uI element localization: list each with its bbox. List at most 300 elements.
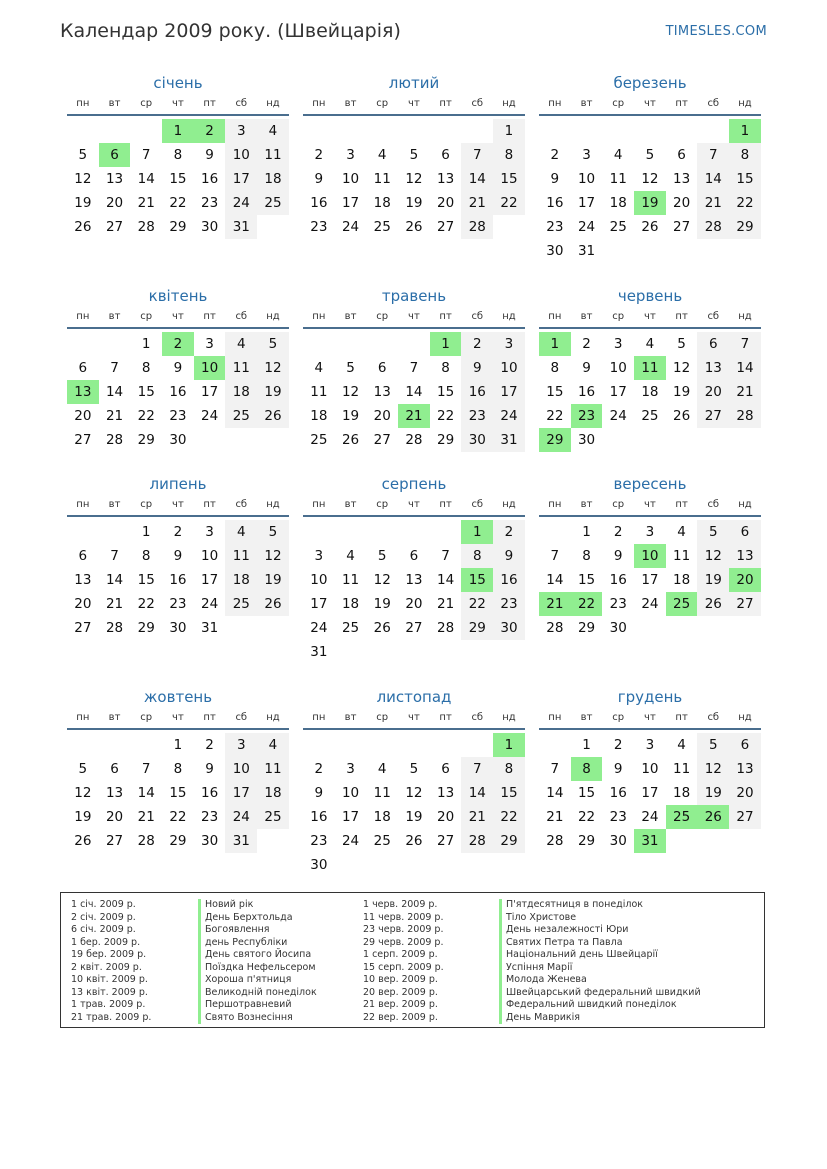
day-cell: 26	[373, 620, 391, 636]
day-cell: 19	[405, 195, 423, 211]
day-cell: 24	[341, 833, 360, 849]
day-cell: 20	[74, 408, 92, 424]
empty-cell	[634, 119, 666, 143]
day-cell: 10	[341, 785, 360, 801]
legend-date: 1 черв. 2009 р.	[363, 899, 438, 910]
month-name: січень	[153, 74, 203, 92]
weekday-label: нд	[738, 712, 752, 723]
weekday-label: пт	[203, 712, 216, 723]
day-cell: 30	[169, 432, 187, 448]
day-cell: 26	[405, 833, 423, 849]
day-cell: 29	[169, 833, 187, 849]
day-cell: 20	[673, 195, 691, 211]
day-cell: 2	[173, 524, 183, 540]
day-cell: 13	[673, 171, 691, 187]
day-cell: 13	[697, 356, 729, 380]
day-cell: 12	[74, 785, 92, 801]
weekday-label: пт	[439, 98, 452, 109]
weekday-label: чт	[408, 712, 420, 723]
day-cell: 5	[78, 761, 88, 777]
site-logo[interactable]: TIMESLES.COM	[665, 24, 767, 39]
day-cell: 26	[257, 592, 289, 616]
day-grid	[539, 119, 761, 263]
day-cell: 22	[729, 191, 761, 215]
month-name: серпень	[381, 475, 447, 493]
empty-cell	[99, 733, 131, 757]
month-1	[67, 72, 289, 239]
holiday-cell: 1	[430, 332, 462, 356]
day-grid	[539, 332, 761, 452]
weekday-label: пн	[76, 712, 90, 723]
day-cell: 19	[697, 781, 729, 805]
legend-date: 21 вер. 2009 р.	[363, 999, 438, 1010]
day-cell: 29	[137, 432, 155, 448]
weekday-header	[303, 708, 525, 730]
day-cell: 17	[609, 384, 627, 400]
legend-date: 15 серп. 2009 р.	[363, 961, 444, 973]
weekday-label: ср	[140, 499, 153, 510]
day-cell: 28	[105, 432, 124, 448]
day-cell: 2	[314, 761, 324, 777]
day-cell: 14	[137, 785, 155, 801]
empty-cell	[398, 520, 430, 544]
weekday-label: сб	[235, 499, 248, 510]
legend-dates-col2	[363, 899, 444, 1024]
day-cell: 9	[173, 360, 183, 376]
day-cell: 26	[341, 432, 360, 448]
day-cell: 23	[609, 809, 627, 825]
day-cell: 20	[405, 596, 423, 612]
day-cell: 25	[609, 219, 627, 235]
day-cell: 18	[373, 195, 391, 211]
day-cell: 23	[201, 809, 219, 825]
day-cell: 24	[201, 596, 219, 612]
day-cell: 12	[373, 572, 391, 588]
day-cell: 28	[697, 215, 729, 239]
day-cell: 15	[546, 384, 564, 400]
day-cell: 6	[409, 548, 419, 564]
day-cell: 16	[310, 809, 328, 825]
legend-holiday-name: День Берхтольда	[198, 912, 317, 925]
day-cell: 24	[225, 191, 257, 215]
day-cell: 22	[169, 809, 187, 825]
day-cell: 4	[377, 147, 387, 163]
weekday-label: ср	[140, 98, 153, 109]
empty-cell	[303, 520, 335, 544]
empty-cell	[303, 733, 335, 757]
day-cell: 24	[641, 596, 659, 612]
weekday-label: чт	[408, 311, 420, 322]
month-10	[67, 686, 289, 853]
legend-holiday-name: Тіло Христове	[499, 912, 701, 925]
day-cell: 6	[677, 147, 686, 163]
weekday-header	[67, 307, 289, 329]
holiday-cell: 20	[729, 568, 761, 592]
day-cell: 29	[169, 219, 187, 235]
weekday-label: нд	[266, 712, 280, 723]
weekday-label: пн	[76, 98, 90, 109]
weekday-header	[539, 94, 761, 116]
day-cell: 9	[205, 147, 214, 163]
day-cell: 11	[341, 572, 360, 588]
day-cell: 3	[645, 524, 655, 540]
day-cell: 13	[729, 757, 761, 781]
holiday-cell: 25	[666, 592, 698, 616]
holiday-cell: 15	[461, 568, 493, 592]
weekday-header	[539, 307, 761, 329]
weekday-label: ср	[140, 311, 153, 322]
holiday-cell: 31	[634, 829, 666, 853]
month-name: листопад	[376, 688, 452, 706]
day-cell: 17	[341, 809, 360, 825]
day-cell: 27	[373, 432, 391, 448]
day-cell: 1	[141, 336, 151, 352]
empty-cell	[99, 332, 131, 356]
weekday-label: пн	[548, 499, 562, 510]
legend-date: 20 вер. 2009 р.	[363, 986, 438, 998]
day-cell: 8	[582, 548, 591, 564]
day-cell: 10	[641, 761, 659, 777]
holiday-cell: 1	[729, 119, 761, 143]
weekday-label: пн	[548, 98, 562, 109]
day-cell: 27	[437, 833, 455, 849]
day-cell: 27	[437, 219, 455, 235]
day-cell: 3	[205, 524, 214, 540]
day-cell: 25	[341, 620, 360, 636]
holiday-cell: 25	[666, 805, 698, 829]
day-cell: 3	[645, 737, 655, 753]
weekday-label: сб	[707, 98, 720, 109]
day-cell: 3	[314, 548, 324, 564]
day-cell: 2	[550, 147, 560, 163]
legend-date: 11 черв. 2009 р.	[363, 911, 444, 923]
day-cell: 18	[225, 568, 257, 592]
day-cell: 27	[405, 620, 423, 636]
legend-date: 1 серп. 2009 р.	[363, 949, 438, 960]
day-cell: 28	[461, 829, 493, 853]
month-name: березень	[613, 74, 687, 92]
empty-cell	[666, 119, 698, 143]
empty-cell	[67, 332, 99, 356]
day-cell: 30	[493, 616, 525, 640]
day-cell: 7	[697, 143, 729, 167]
day-cell: 30	[310, 857, 328, 873]
day-cell: 14	[137, 171, 155, 187]
empty-cell	[303, 332, 335, 356]
day-cell: 14	[546, 785, 564, 801]
month-name: жовтень	[143, 688, 213, 706]
day-cell: 31	[310, 644, 328, 660]
day-cell: 17	[577, 195, 596, 211]
holiday-cell: 8	[571, 757, 603, 781]
weekday-label: пт	[675, 311, 688, 322]
legend-holiday-name: День святого Йосипа	[198, 949, 317, 962]
weekday-label: пт	[675, 712, 688, 723]
month-name: липень	[149, 475, 207, 493]
day-cell: 14	[461, 167, 493, 191]
day-cell: 26	[697, 592, 729, 616]
day-cell: 12	[641, 171, 659, 187]
weekday-label: пт	[203, 499, 216, 510]
legend-date: 2 квіт. 2009 р.	[71, 961, 142, 973]
day-cell: 22	[493, 805, 525, 829]
day-cell: 10	[609, 360, 627, 376]
day-cell: 8	[141, 548, 151, 564]
day-cell: 5	[409, 147, 419, 163]
weekday-label: ср	[376, 499, 389, 510]
day-cell: 5	[257, 520, 289, 544]
weekday-label: нд	[502, 499, 516, 510]
day-cell: 4	[377, 761, 387, 777]
legend-holiday-name: День Маврикія	[499, 1012, 701, 1025]
day-grid	[67, 520, 289, 640]
day-cell: 22	[493, 191, 525, 215]
day-cell: 22	[137, 596, 155, 612]
day-cell: 7	[550, 548, 560, 564]
holiday-cell: 10	[194, 356, 226, 380]
weekday-label: ср	[612, 98, 625, 109]
empty-cell	[398, 332, 430, 356]
day-cell: 26	[641, 219, 659, 235]
day-cell: 7	[550, 761, 560, 777]
legend-holiday-name: Національний день Швейцарії	[499, 949, 701, 962]
day-cell: 15	[577, 572, 596, 588]
weekday-label: вт	[580, 98, 593, 109]
weekday-label: вт	[344, 499, 357, 510]
month-12	[539, 686, 761, 853]
weekday-label: вт	[108, 98, 121, 109]
day-grid	[303, 119, 525, 239]
day-cell: 12	[74, 171, 92, 187]
day-cell: 25	[225, 592, 257, 616]
weekday-label: сб	[471, 499, 484, 510]
day-cell: 7	[141, 761, 151, 777]
day-cell: 11	[673, 761, 691, 777]
day-cell: 4	[645, 336, 655, 352]
day-cell: 22	[546, 408, 564, 424]
day-cell: 28	[546, 620, 564, 636]
day-cell: 24	[201, 408, 219, 424]
weekday-label: вт	[108, 499, 121, 510]
day-cell: 6	[78, 548, 88, 564]
legend-holiday-name: Молода Женева	[499, 974, 701, 987]
legend-holiday-name: Великодній понеділок	[198, 987, 317, 1000]
day-cell: 21	[461, 191, 493, 215]
weekday-label: пт	[439, 712, 452, 723]
weekday-label: чт	[644, 311, 656, 322]
legend-date: 1 трав. 2009 р.	[71, 999, 146, 1010]
day-cell: 31	[225, 215, 257, 239]
weekday-label: сб	[471, 98, 484, 109]
day-cell: 29	[461, 616, 493, 640]
day-cell: 30	[577, 432, 596, 448]
day-cell: 9	[582, 360, 591, 376]
day-cell: 27	[105, 833, 124, 849]
day-cell: 27	[74, 620, 92, 636]
empty-cell	[539, 520, 571, 544]
day-cell: 12	[673, 360, 691, 376]
day-cell: 18	[257, 167, 289, 191]
day-cell: 15	[169, 171, 187, 187]
day-cell: 11	[257, 757, 289, 781]
day-cell: 8	[461, 544, 493, 568]
day-cell: 28	[729, 404, 761, 428]
day-cell: 15	[493, 167, 525, 191]
day-cell: 14	[729, 356, 761, 380]
day-cell: 17	[225, 167, 257, 191]
day-cell: 1	[493, 119, 525, 143]
legend-date: 10 квіт. 2009 р.	[71, 974, 148, 985]
month-name: травень	[381, 287, 447, 305]
day-cell: 13	[405, 572, 423, 588]
day-cell: 5	[257, 332, 289, 356]
day-cell: 6	[441, 147, 450, 163]
day-cell: 2	[314, 147, 324, 163]
month-5	[303, 285, 525, 452]
legend-holiday-name: Хороша п'ятниця	[198, 974, 317, 987]
day-cell: 19	[74, 195, 92, 211]
day-cell: 15	[493, 781, 525, 805]
day-cell: 20	[373, 408, 391, 424]
weekday-label: нд	[738, 311, 752, 322]
legend-holiday-name: П'ятдесятниця в понеділок	[499, 899, 701, 912]
day-cell: 20	[74, 596, 92, 612]
day-cell: 29	[577, 620, 596, 636]
day-cell: 15	[169, 785, 187, 801]
day-cell: 28	[405, 432, 423, 448]
day-cell: 29	[729, 215, 761, 239]
day-cell: 31	[577, 243, 596, 259]
weekday-label: пт	[439, 311, 452, 322]
day-cell: 18	[257, 781, 289, 805]
day-cell: 8	[173, 761, 183, 777]
day-cell: 7	[110, 548, 119, 564]
day-cell: 7	[141, 147, 151, 163]
empty-cell	[398, 733, 430, 757]
day-cell: 10	[225, 143, 257, 167]
legend-holiday-name: День незалежності Юри	[499, 924, 701, 937]
day-cell: 9	[550, 171, 560, 187]
day-cell: 21	[137, 809, 155, 825]
day-grid	[67, 119, 289, 239]
holiday-cell: 1	[493, 733, 525, 757]
day-cell: 4	[677, 524, 686, 540]
day-cell: 19	[341, 408, 360, 424]
day-cell: 25	[373, 219, 391, 235]
day-cell: 14	[546, 572, 564, 588]
day-cell: 15	[137, 572, 155, 588]
weekday-label: ср	[140, 712, 153, 723]
day-cell: 19	[74, 809, 92, 825]
day-cell: 18	[673, 572, 691, 588]
legend-date: 19 бер. 2009 р.	[71, 949, 147, 960]
day-cell: 17	[641, 572, 659, 588]
day-cell: 28	[461, 215, 493, 239]
day-cell: 8	[173, 147, 183, 163]
empty-cell	[366, 520, 398, 544]
weekday-label: сб	[235, 712, 248, 723]
day-cell: 3	[582, 147, 591, 163]
day-cell: 19	[373, 596, 391, 612]
day-cell: 6	[78, 360, 88, 376]
day-cell: 4	[613, 147, 623, 163]
day-cell: 8	[550, 360, 560, 376]
empty-cell	[430, 733, 462, 757]
empty-cell	[335, 119, 367, 143]
day-cell: 21	[105, 596, 124, 612]
day-cell: 25	[641, 408, 659, 424]
weekday-label: чт	[408, 499, 420, 510]
day-cell: 21	[437, 596, 455, 612]
day-cell: 29	[137, 620, 155, 636]
day-cell: 6	[110, 761, 119, 777]
day-cell: 31	[201, 620, 219, 636]
day-cell: 3	[225, 733, 257, 757]
day-cell: 5	[697, 520, 729, 544]
day-cell: 19	[257, 568, 289, 592]
holiday-cell: 1	[162, 119, 194, 143]
holiday-cell: 21	[539, 592, 571, 616]
weekday-label: сб	[235, 98, 248, 109]
weekday-label: вт	[344, 311, 357, 322]
page-title: Календар 2009 року. (Швейцарія)	[60, 20, 401, 42]
legend-holiday-name: день Республіки	[198, 937, 317, 950]
weekday-label: ср	[376, 98, 389, 109]
day-cell: 7	[110, 360, 119, 376]
day-cell: 16	[577, 384, 596, 400]
legend-date: 10 вер. 2009 р.	[363, 974, 438, 985]
weekday-label: чт	[172, 499, 184, 510]
weekday-header	[303, 495, 525, 517]
day-cell: 5	[78, 147, 88, 163]
empty-cell	[571, 119, 603, 143]
day-cell: 30	[609, 620, 627, 636]
day-cell: 18	[373, 809, 391, 825]
weekday-header	[67, 495, 289, 517]
day-cell: 5	[677, 336, 686, 352]
weekday-label: пт	[439, 499, 452, 510]
holiday-cell: 6	[99, 143, 131, 167]
day-cell: 18	[310, 408, 328, 424]
month-6	[539, 285, 761, 452]
day-cell: 2	[613, 524, 623, 540]
day-cell: 20	[105, 809, 124, 825]
legend-holiday-name: Новий рік	[198, 899, 317, 912]
day-cell: 11	[225, 544, 257, 568]
weekday-label: сб	[235, 311, 248, 322]
weekday-header	[303, 94, 525, 116]
legend-date: 13 квіт. 2009 р.	[71, 986, 148, 998]
weekday-label: пт	[203, 98, 216, 109]
weekday-label: сб	[707, 311, 720, 322]
weekday-label: ср	[376, 311, 389, 322]
day-cell: 3	[493, 332, 525, 356]
day-cell: 5	[697, 733, 729, 757]
legend-holiday-name: Свято Вознесіння	[198, 1012, 317, 1025]
day-cell: 19	[697, 568, 729, 592]
weekday-label: вт	[580, 311, 593, 322]
weekday-label: пн	[312, 98, 326, 109]
empty-cell	[335, 733, 367, 757]
day-grid	[303, 332, 525, 452]
day-cell: 8	[141, 360, 151, 376]
day-cell: 30	[546, 243, 564, 259]
day-cell: 19	[405, 809, 423, 825]
month-name: грудень	[617, 688, 683, 706]
day-cell: 31	[493, 428, 525, 452]
day-cell: 21	[729, 380, 761, 404]
day-cell: 18	[673, 785, 691, 801]
